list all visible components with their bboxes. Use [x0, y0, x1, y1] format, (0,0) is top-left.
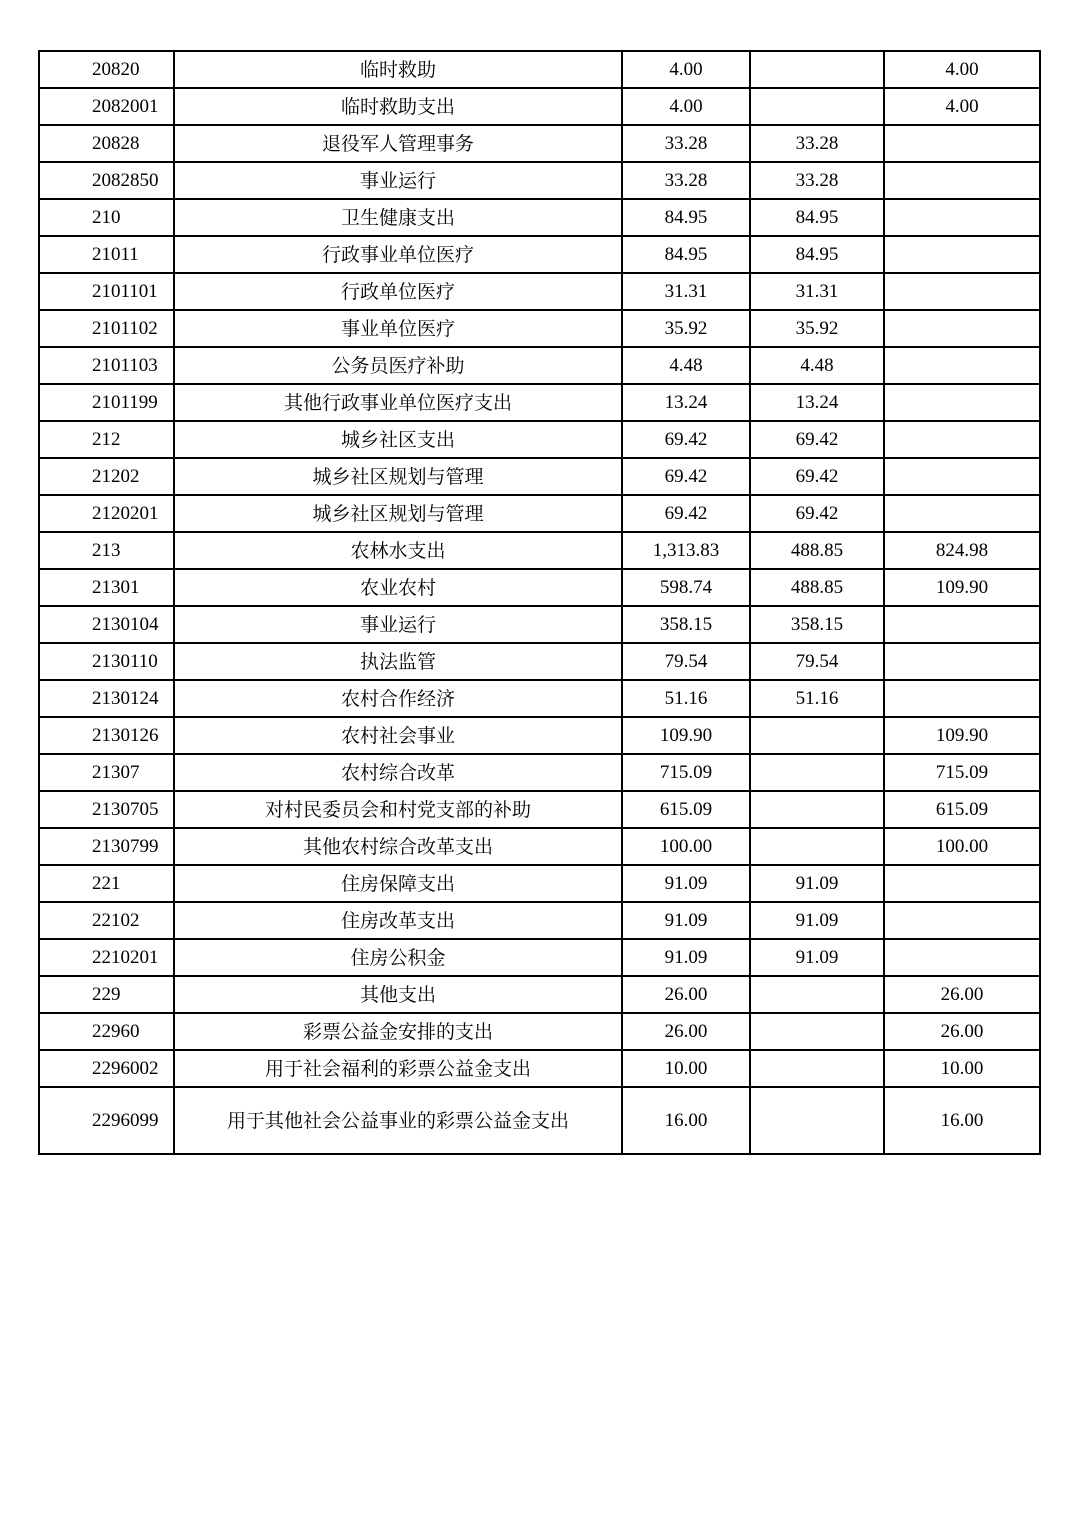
project-expenditure-cell: 100.00: [884, 828, 1040, 865]
subject-code-cell: 2101103: [39, 347, 174, 384]
total-amount-cell: 13.24: [622, 384, 750, 421]
subject-code-cell: 20828: [39, 125, 174, 162]
basic-expenditure-cell: [750, 51, 884, 88]
table-row: [39, 532, 1040, 569]
total-amount-cell: 91.09: [622, 939, 750, 976]
basic-expenditure-cell: 84.95: [750, 199, 884, 236]
basic-expenditure-cell: 33.28: [750, 125, 884, 162]
subject-code-cell: 221: [39, 865, 174, 902]
total-amount-cell: 4.48: [622, 347, 750, 384]
subject-code-cell: 2082001: [39, 88, 174, 125]
subject-name-cell: 事业运行: [174, 162, 622, 199]
subject-code-cell: 213: [39, 532, 174, 569]
project-expenditure-cell: 4.00: [884, 51, 1040, 88]
subject-code-cell: 22102: [39, 902, 174, 939]
subject-code-cell: 210: [39, 199, 174, 236]
project-expenditure-cell: [884, 458, 1040, 495]
total-amount-cell: 91.09: [622, 902, 750, 939]
subject-name-cell: 执法监管: [174, 643, 622, 680]
subject-code-cell: 2120201: [39, 495, 174, 532]
project-expenditure-cell: [884, 606, 1040, 643]
subject-code-cell: 2210201: [39, 939, 174, 976]
table-row: [39, 606, 1040, 643]
project-expenditure-cell: 824.98: [884, 532, 1040, 569]
subject-code-cell: 21011: [39, 236, 174, 273]
total-amount-cell: 598.74: [622, 569, 750, 606]
project-expenditure-cell: 715.09: [884, 754, 1040, 791]
basic-expenditure-cell: 51.16: [750, 680, 884, 717]
subject-code-cell: 2296002: [39, 1050, 174, 1087]
project-expenditure-cell: 26.00: [884, 976, 1040, 1013]
project-expenditure-cell: 26.00: [884, 1013, 1040, 1050]
subject-code-cell: 2130799: [39, 828, 174, 865]
project-expenditure-cell: 10.00: [884, 1050, 1040, 1087]
subject-code-cell: 21301: [39, 569, 174, 606]
project-expenditure-cell: [884, 347, 1040, 384]
project-expenditure-cell: [884, 199, 1040, 236]
table-row: [39, 680, 1040, 717]
total-amount-cell: 715.09: [622, 754, 750, 791]
table-row: [39, 569, 1040, 606]
total-amount-cell: 31.31: [622, 273, 750, 310]
subject-code-cell: 2130705: [39, 791, 174, 828]
subject-code-cell: 22960: [39, 1013, 174, 1050]
basic-expenditure-cell: 79.54: [750, 643, 884, 680]
table-row: [39, 125, 1040, 162]
subject-code-cell: 2082850: [39, 162, 174, 199]
project-expenditure-cell: [884, 310, 1040, 347]
subject-code-cell: 229: [39, 976, 174, 1013]
subject-code-cell: 2101101: [39, 273, 174, 310]
table-row: [39, 236, 1040, 273]
subject-name-cell: 农村综合改革: [174, 754, 622, 791]
table-row: [39, 1013, 1040, 1050]
project-expenditure-cell: 109.90: [884, 569, 1040, 606]
project-expenditure-cell: [884, 273, 1040, 310]
project-expenditure-cell: [884, 384, 1040, 421]
subject-code-cell: 21202: [39, 458, 174, 495]
table-row: [39, 347, 1040, 384]
table-row: [39, 51, 1040, 88]
project-expenditure-cell: 109.90: [884, 717, 1040, 754]
table-row: [39, 458, 1040, 495]
basic-expenditure-cell: [750, 754, 884, 791]
project-expenditure-cell: [884, 865, 1040, 902]
basic-expenditure-cell: 69.42: [750, 458, 884, 495]
project-expenditure-cell: [884, 643, 1040, 680]
table-row: [39, 865, 1040, 902]
subject-code-cell: 21307: [39, 754, 174, 791]
basic-expenditure-cell: 488.85: [750, 532, 884, 569]
total-amount-cell: 69.42: [622, 458, 750, 495]
total-amount-cell: 84.95: [622, 236, 750, 273]
table-row: [39, 1087, 1040, 1154]
table-row: [39, 1050, 1040, 1087]
basic-expenditure-cell: [750, 1050, 884, 1087]
subject-code-cell: 2130124: [39, 680, 174, 717]
subject-name-cell: 对村民委员会和村党支部的补助: [174, 791, 622, 828]
basic-expenditure-cell: [750, 1087, 884, 1154]
basic-expenditure-cell: [750, 791, 884, 828]
total-amount-cell: 16.00: [622, 1087, 750, 1154]
subject-name-cell: 住房改革支出: [174, 902, 622, 939]
total-amount-cell: 10.00: [622, 1050, 750, 1087]
table-row: [39, 384, 1040, 421]
total-amount-cell: 358.15: [622, 606, 750, 643]
basic-expenditure-cell: [750, 828, 884, 865]
subject-name-cell: 农村合作经济: [174, 680, 622, 717]
project-expenditure-cell: [884, 236, 1040, 273]
table-row: [39, 88, 1040, 125]
subject-code-cell: 2130126: [39, 717, 174, 754]
table-row: [39, 754, 1040, 791]
table-row: [39, 199, 1040, 236]
subject-name-cell: 公务员医疗补助: [174, 347, 622, 384]
subject-name-cell: 城乡社区规划与管理: [174, 495, 622, 532]
basic-expenditure-cell: [750, 88, 884, 125]
total-amount-cell: 69.42: [622, 495, 750, 532]
subject-name-cell: 行政事业单位医疗: [174, 236, 622, 273]
total-amount-cell: 615.09: [622, 791, 750, 828]
subject-name-cell: 城乡社区支出: [174, 421, 622, 458]
basic-expenditure-cell: 91.09: [750, 939, 884, 976]
project-expenditure-cell: [884, 162, 1040, 199]
budget-expenditure-table: [38, 50, 1041, 1155]
table-body: [39, 51, 1040, 1154]
subject-code-cell: 2130110: [39, 643, 174, 680]
subject-name-cell: 彩票公益金安排的支出: [174, 1013, 622, 1050]
project-expenditure-cell: [884, 421, 1040, 458]
subject-name-cell: 行政单位医疗: [174, 273, 622, 310]
subject-name-cell: 其他支出: [174, 976, 622, 1013]
subject-name-cell: 用于社会福利的彩票公益金支出: [174, 1050, 622, 1087]
basic-expenditure-cell: 358.15: [750, 606, 884, 643]
basic-expenditure-cell: 33.28: [750, 162, 884, 199]
project-expenditure-cell: [884, 902, 1040, 939]
project-expenditure-cell: [884, 125, 1040, 162]
total-amount-cell: 4.00: [622, 88, 750, 125]
table-row: [39, 495, 1040, 532]
subject-code-cell: 2101199: [39, 384, 174, 421]
table-row: [39, 939, 1040, 976]
subject-name-cell: 住房公积金: [174, 939, 622, 976]
total-amount-cell: 26.00: [622, 976, 750, 1013]
subject-name-cell: 卫生健康支出: [174, 199, 622, 236]
subject-name-cell: 退役军人管理事务: [174, 125, 622, 162]
basic-expenditure-cell: 13.24: [750, 384, 884, 421]
subject-name-cell: 用于其他社会公益事业的彩票公益金支出: [174, 1087, 622, 1154]
total-amount-cell: 26.00: [622, 1013, 750, 1050]
table-row: [39, 791, 1040, 828]
basic-expenditure-cell: [750, 1013, 884, 1050]
basic-expenditure-cell: 69.42: [750, 495, 884, 532]
basic-expenditure-cell: 91.09: [750, 865, 884, 902]
basic-expenditure-cell: 4.48: [750, 347, 884, 384]
subject-name-cell: 农业农村: [174, 569, 622, 606]
table-row: [39, 643, 1040, 680]
basic-expenditure-cell: 91.09: [750, 902, 884, 939]
total-amount-cell: 1,313.83: [622, 532, 750, 569]
total-amount-cell: 33.28: [622, 125, 750, 162]
project-expenditure-cell: 4.00: [884, 88, 1040, 125]
total-amount-cell: 35.92: [622, 310, 750, 347]
total-amount-cell: 109.90: [622, 717, 750, 754]
subject-name-cell: 城乡社区规划与管理: [174, 458, 622, 495]
basic-expenditure-cell: 84.95: [750, 236, 884, 273]
project-expenditure-cell: [884, 939, 1040, 976]
subject-name-cell: 农村社会事业: [174, 717, 622, 754]
subject-name-cell: 其他农村综合改革支出: [174, 828, 622, 865]
basic-expenditure-cell: [750, 976, 884, 1013]
subject-code-cell: 2101102: [39, 310, 174, 347]
table-row: [39, 828, 1040, 865]
total-amount-cell: 69.42: [622, 421, 750, 458]
subject-name-cell: 事业运行: [174, 606, 622, 643]
table-row: [39, 717, 1040, 754]
table-row: [39, 976, 1040, 1013]
project-expenditure-cell: 16.00: [884, 1087, 1040, 1154]
project-expenditure-cell: [884, 495, 1040, 532]
subject-name-cell: 其他行政事业单位医疗支出: [174, 384, 622, 421]
total-amount-cell: 84.95: [622, 199, 750, 236]
table-row: [39, 421, 1040, 458]
total-amount-cell: 33.28: [622, 162, 750, 199]
total-amount-cell: 91.09: [622, 865, 750, 902]
total-amount-cell: 4.00: [622, 51, 750, 88]
basic-expenditure-cell: 69.42: [750, 421, 884, 458]
project-expenditure-cell: 615.09: [884, 791, 1040, 828]
table-row: [39, 162, 1040, 199]
subject-name-cell: 农林水支出: [174, 532, 622, 569]
total-amount-cell: 100.00: [622, 828, 750, 865]
project-expenditure-cell: [884, 680, 1040, 717]
table-row: [39, 902, 1040, 939]
subject-code-cell: 2296099: [39, 1087, 174, 1154]
basic-expenditure-cell: 488.85: [750, 569, 884, 606]
subject-name-cell: 事业单位医疗: [174, 310, 622, 347]
subject-name-cell: 临时救助: [174, 51, 622, 88]
total-amount-cell: 79.54: [622, 643, 750, 680]
subject-name-cell: 住房保障支出: [174, 865, 622, 902]
table-row: [39, 310, 1040, 347]
table-row: [39, 273, 1040, 310]
subject-name-cell: 临时救助支出: [174, 88, 622, 125]
basic-expenditure-cell: 31.31: [750, 273, 884, 310]
basic-expenditure-cell: [750, 717, 884, 754]
subject-code-cell: 20820: [39, 51, 174, 88]
subject-code-cell: 2130104: [39, 606, 174, 643]
total-amount-cell: 51.16: [622, 680, 750, 717]
subject-code-cell: 212: [39, 421, 174, 458]
basic-expenditure-cell: 35.92: [750, 310, 884, 347]
